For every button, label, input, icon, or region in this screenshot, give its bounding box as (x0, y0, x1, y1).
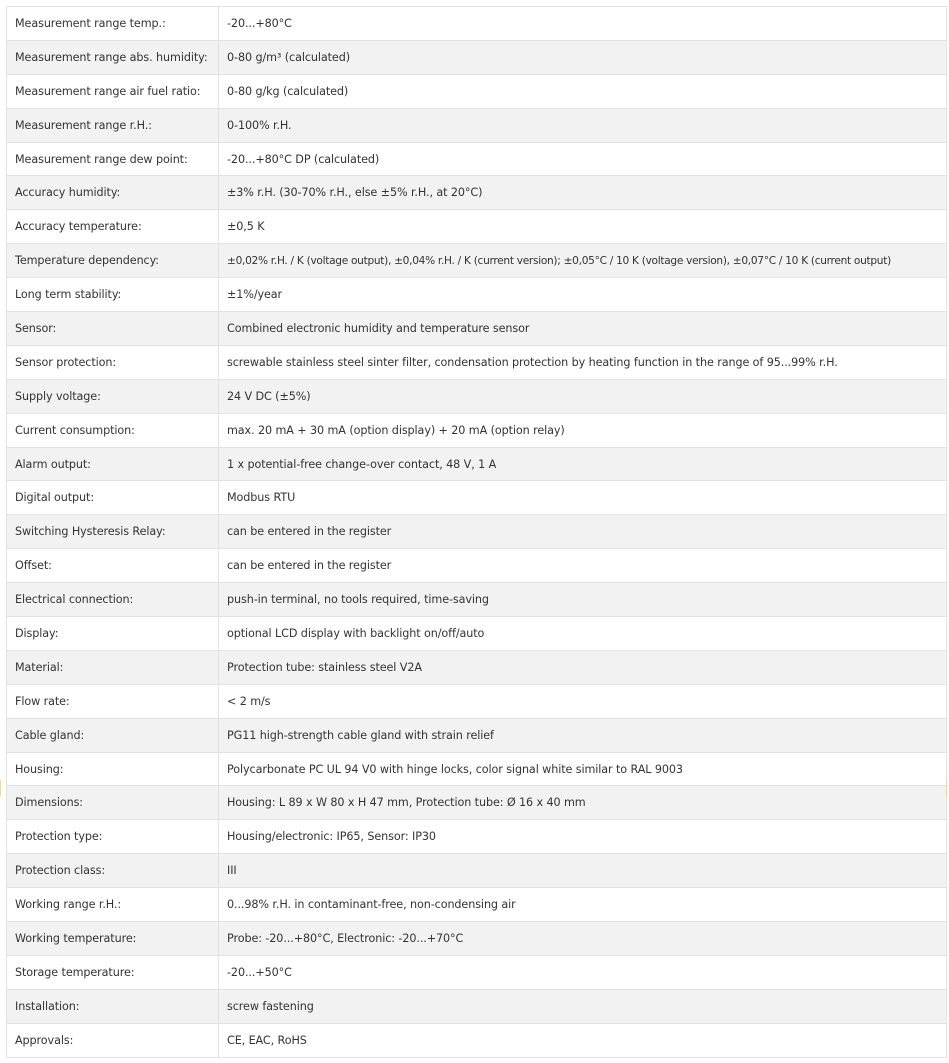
spec-label: Approvals: (7, 1023, 219, 1057)
table-row (7, 684, 947, 718)
spec-value: 24 V DC (±5%) (219, 379, 947, 413)
spec-label: Offset: (7, 549, 219, 583)
table-row (7, 40, 947, 74)
spec-value: ±3% r.H. (30-70% r.H., else ±5% r.H., at 20°C) (219, 176, 947, 210)
spec-label: Dimensions: (7, 786, 219, 820)
table-row (7, 108, 947, 142)
table-row (7, 74, 947, 108)
spec-value: 0-80 g/kg (calculated) (219, 74, 947, 108)
spec-value: push-in terminal, no tools required, time-saving (219, 583, 947, 617)
spec-label: Sensor: (7, 312, 219, 346)
spec-label: Accuracy temperature: (7, 210, 219, 244)
specifications-table (6, 6, 947, 1058)
spec-label: Measurement range abs. humidity: (7, 40, 219, 74)
table-row (7, 955, 947, 989)
spec-value: screw fastening (219, 989, 947, 1023)
spec-label: Accuracy humidity: (7, 176, 219, 210)
spec-label: Flow rate: (7, 684, 219, 718)
spec-value: Modbus RTU (219, 481, 947, 515)
table-row (7, 650, 947, 684)
table-row (7, 379, 947, 413)
spec-value: 0-100% r.H. (219, 108, 947, 142)
table-row (7, 244, 947, 278)
spec-value: 1 x potential-free change-over contact, 48 V, 1 A (219, 447, 947, 481)
spec-value: optional LCD display with backlight on/off/auto (219, 617, 947, 651)
spec-value: PG11 high-strength cable gland with strain relief (219, 718, 947, 752)
spec-value: Combined electronic humidity and temperature sensor (219, 312, 947, 346)
spec-label: Sensor protection: (7, 345, 219, 379)
spec-value: CE, EAC, RoHS (219, 1023, 947, 1057)
table-row (7, 210, 947, 244)
spec-label: Cable gland: (7, 718, 219, 752)
spec-label: Material: (7, 650, 219, 684)
spec-value: Housing: L 89 x W 80 x H 47 mm, Protection tube: Ø 16 x 40 mm (219, 786, 947, 820)
spec-label: Digital output: (7, 481, 219, 515)
spec-value: -20...+80°C DP (calculated) (219, 142, 947, 176)
spec-label: Long term stability: (7, 278, 219, 312)
table-row (7, 515, 947, 549)
table-row (7, 481, 947, 515)
spec-value: screwable stainless steel sinter filter, condensation protection by heating function in the range of 95...99% r.H. (219, 345, 947, 379)
spec-label: Protection type: (7, 820, 219, 854)
spec-value: max. 20 mA + 30 mA (option display) + 20 mA (option relay) (219, 413, 947, 447)
spec-label: Measurement range dew point: (7, 142, 219, 176)
table-row (7, 786, 947, 820)
spec-value: ±0,02% r.H. / K (voltage output), ±0,04% r.H. / K (current version); ±0,05°C / 10 K (voltage version), ±0,07°C / 10 K (current output) (219, 244, 947, 278)
spec-label: Display: (7, 617, 219, 651)
table-row (7, 142, 947, 176)
spec-label: Installation: (7, 989, 219, 1023)
table-row (7, 718, 947, 752)
table-row (7, 989, 947, 1023)
table-row (7, 345, 947, 379)
table-row (7, 583, 947, 617)
spec-label: Current consumption: (7, 413, 219, 447)
spec-value: III (219, 854, 947, 888)
spec-label: Measurement range r.H.: (7, 108, 219, 142)
table-row (7, 447, 947, 481)
table-row (7, 1023, 947, 1057)
table-row (7, 413, 947, 447)
table-row (7, 820, 947, 854)
table-row (7, 888, 947, 922)
spec-value: Polycarbonate PC UL 94 V0 with hinge locks, color signal white similar to RAL 9003 (219, 752, 947, 786)
spec-value: ±1%/year (219, 278, 947, 312)
left-edge-marker (0, 780, 5, 796)
spec-value: can be entered in the register (219, 549, 947, 583)
spec-value: -20...+80°C (219, 7, 947, 41)
spec-value: 0...98% r.H. in contaminant-free, non-condensing air (219, 888, 947, 922)
spec-value: < 2 m/s (219, 684, 947, 718)
spec-value: can be entered in the register (219, 515, 947, 549)
table-row (7, 854, 947, 888)
spec-label: Measurement range temp.: (7, 7, 219, 41)
spec-label: Working temperature: (7, 922, 219, 956)
table-row (7, 617, 947, 651)
spec-value: Probe: -20...+80°C, Electronic: -20...+70°C (219, 922, 947, 956)
spec-value: ±0,5 K (219, 210, 947, 244)
spec-label: Storage temperature: (7, 955, 219, 989)
spec-label: Housing: (7, 752, 219, 786)
spec-label: Switching Hysteresis Relay: (7, 515, 219, 549)
spec-label: Protection class: (7, 854, 219, 888)
spec-label: Working range r.H.: (7, 888, 219, 922)
spec-label: Electrical connection: (7, 583, 219, 617)
spec-value: Protection tube: stainless steel V2A (219, 650, 947, 684)
spec-label: Alarm output: (7, 447, 219, 481)
table-row (7, 312, 947, 346)
spec-label: Temperature dependency: (7, 244, 219, 278)
spec-label: Supply voltage: (7, 379, 219, 413)
spec-value: 0-80 g/m³ (calculated) (219, 40, 947, 74)
table-row (7, 549, 947, 583)
spec-value: -20...+50°C (219, 955, 947, 989)
table-row (7, 922, 947, 956)
table-row (7, 7, 947, 41)
table-row (7, 752, 947, 786)
spec-label: Measurement range air fuel ratio: (7, 74, 219, 108)
table-row (7, 278, 947, 312)
spec-value: Housing/electronic: IP65, Sensor: IP30 (219, 820, 947, 854)
table-row (7, 176, 947, 210)
